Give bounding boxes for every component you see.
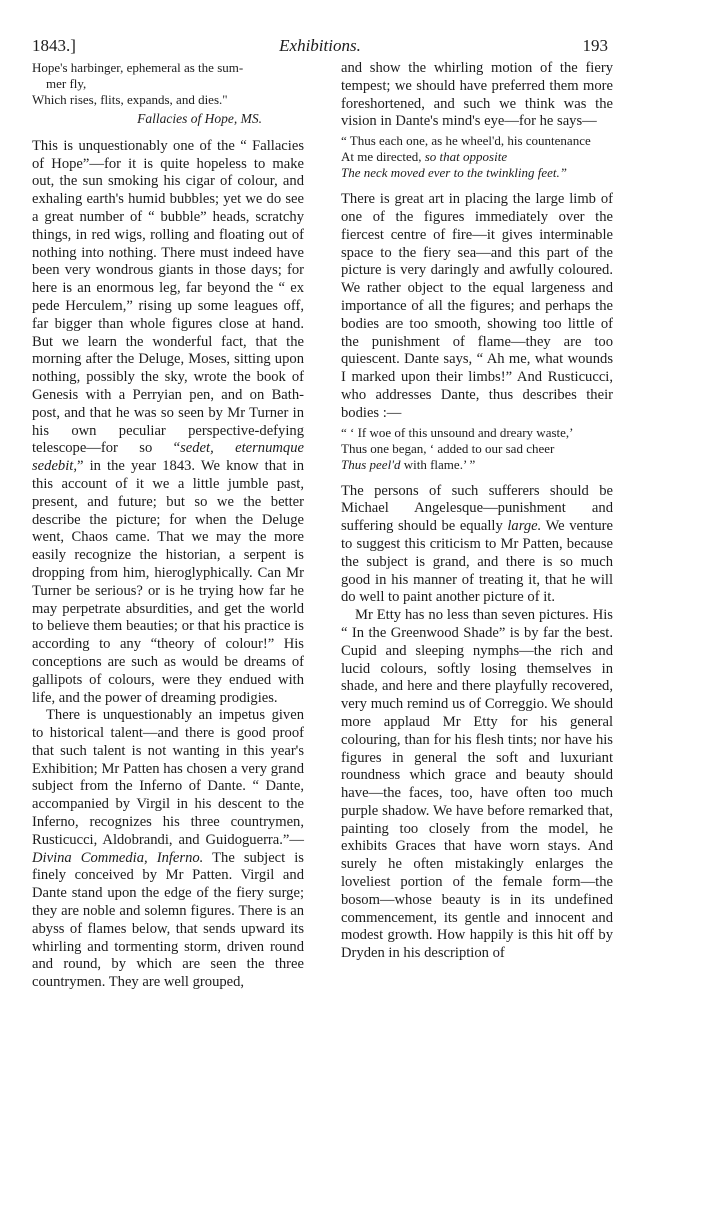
opening-verse [32,60,304,108]
verse-line: Hope's harbinger, ephemeral as the sum- [32,60,244,75]
verse-line: At me directed, so that opposite [341,149,508,165]
page-header [30,34,610,58]
verse-line: “ ‘ If woe of this unsound and dreary waste,’ [341,424,574,440]
dante-verse [341,133,613,181]
paragraph: There is great art in placing the large limb of one of the figures immediately over the fiercest centre of fire—it gives interminable space to the fiery sea—and this part of the picture is very daringly and awfully coloured. We rather object to the equal largeness and importance of all the figures; and perhaps the bodies are too smooth, showing too little of the punishment of flame—they are too quiescent. Dante says, “ Ah me, what wounds I marked upon their limbs!” And Rusticucci, who addresses Dante, thus describes their bodies :— [341,191,613,421]
verse-line: mer fly, [46,76,87,91]
left-column [32,60,304,992]
verse-line: Which rises, flits, expands, and dies." [32,92,228,107]
verse-citation: Fallacies of Hope, MS. [137,111,262,126]
verse-line: Thus one began, ‘ added to our sad cheer [341,440,555,456]
header-year: 1843.] [32,36,76,55]
paragraph: Mr Etty has no less than seven pictures. His “ In the Greenwood Shade” is by far the best. Cupid and sleeping nymphs—the rich and lucid colours, softly losing themselves in shade, and here and there playfully recovered, very much remind us of Correggio. We should more applaud Mr Etty for his general colouring, than for his flesh tints; nor have his figures in general the soft and luxuriant roundness which grace and beauty should have—the faces, too, have often too much purple shadow. We have before remarked that, painting too closely from the model, he exhibits Graces that have worn stays. And surely he often mistakingly enlarges the loveliest portion of the female form—the bosom—whose beauty is in its undefined commencement, its gentle and innocent and modest growth. How happily is this hit off by Dryden in his description of [341,607,613,962]
page-number: 193 [582,36,608,55]
paragraph: The persons of such sufferers should be Michael Angelesque—punishment and suffering should be equally large. We venture to suggest this criticism to Mr Patten, because the subject is grand, and there is so much good in his manner of treating it, that he will do well to paint another picture of it. [341,482,613,606]
paragraph: This is unquestionably one of the “ Fallacies of Hope”—for it is quite hopeless to make out, the sun smoking his cigar of colour, and exhaling earth's humid bubbles; yet we do see a great number of “ bubble” heads, scratchy things, in red wigs, rolling and floating out of nothing into nothing. There must indeed have been very wondrous giants in those days; for here is an enormous leg, far beyond the “ ex pede Herculem,” rising up some leagues off, far bigger than whole figures close at hand. But we learn the wonderful fact, that the morning after the Deluge, Moses, sitting upon nothing, possibly the sky, wrote the book of Genesis with a Perryian pen, and on Bath-post, and that he was so seen by Mr Turner in his own peculiar perspective-defying telescope—for so “sedet, eternumque sedebit,” in the year 1843. We know that in this account of it we a little jumble past, present, and future; but so we the better describe the picture; for when the Deluge went, Chaos came. That we may the more easily recognize the historian, a serpent is dropping from him, hieroglyphically. Can Mr Turner be serious? or is he trying how far he may perpetrate absurdities, and get the world to believe them beauties; or that his practice is according to any “theory of colour!” His conceptions are such as would be dreams of gallipots of colours, were they endued with life, and the power of dreaming prodigies. [32,137,304,706]
paragraph: and show the whirling motion of the fiery tempest; we should have preferred them more foreshortened, and such we think was the vision in Dante's mind's eye—for he says— [341,60,613,130]
running-title: Exhibitions. [279,36,361,55]
rusticucci-verse [341,425,613,473]
verse-line: “ Thus each one, as he wheel'd, his countenance [341,133,591,149]
verse-line: The neck moved ever to the twinkling feet.” [341,165,567,181]
paragraph: There is unquestionably an impetus given to historical talent—and there is good proof that such talent is not wanting in this year's Exhibition; Mr Patten has chosen a very grand subject from the Inferno of Dante. “ Dante, accompanied by Virgil in his descent to the Inferno, recognizes his three countrymen, Rusticucci, Aldobrandi, and Guidoguerra.”—Divina Commedia, Inferno. The subject is finely conceived by Mr Patten. Virgil and Dante stand upon the edge of the fiery surge; they are noble and solemn figures. There is an abyss of flames below, that sends upward its whirling and tormenting storm, driven round and round, by which are seen the three countrymen. They are well grouped, [32,707,304,991]
verse-line: Thus peel'd with flame.’ ” [341,456,476,472]
right-column [341,60,613,963]
